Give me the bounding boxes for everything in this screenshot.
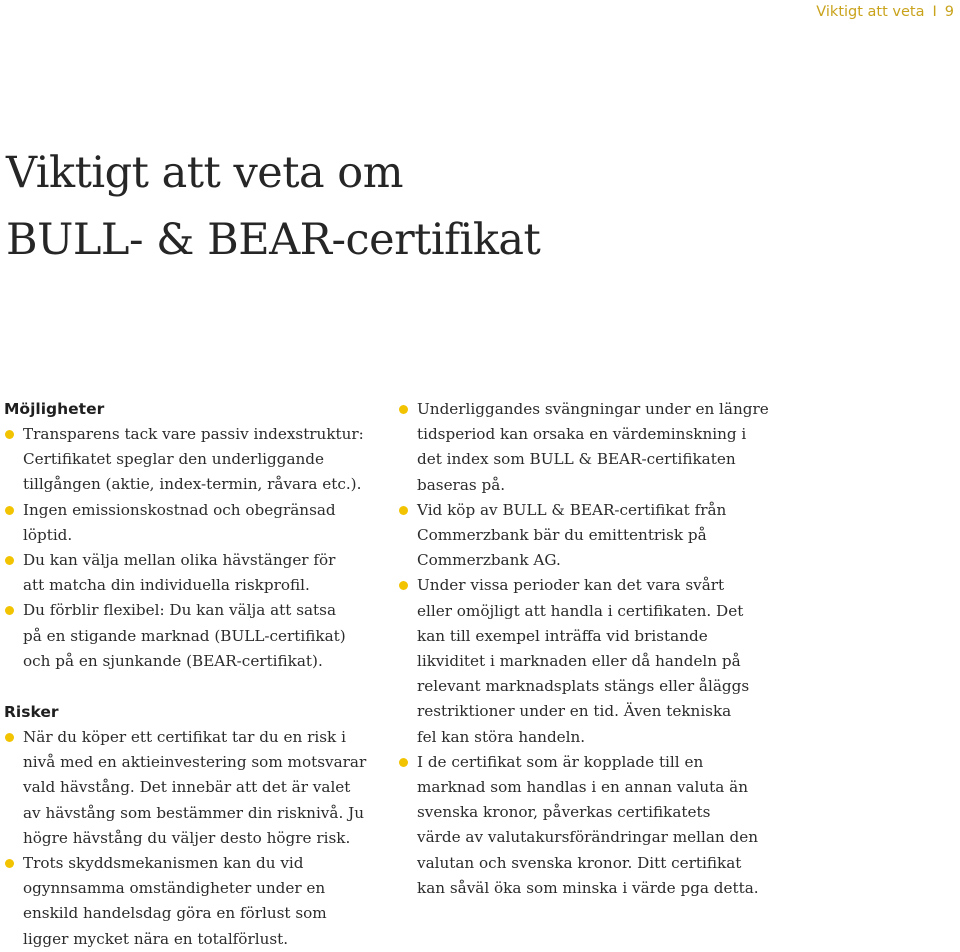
list-item: [4, 725, 384, 851]
risks-continued-list: [398, 397, 778, 901]
opportunities-heading: Möjligheter: [4, 400, 105, 418]
list-item-text-line: relevant marknadsplats stängs eller åläggs: [417, 677, 750, 696]
list-item-text-line: Transparens tack vare passiv indexstruktur:: [23, 425, 364, 443]
list-item: [4, 548, 384, 598]
bullet-dot-icon: [399, 506, 408, 515]
list-item-text-line: Commerzbank AG.: [417, 551, 561, 570]
list-item-text-line: Under vissa perioder kan det vara svårt: [417, 576, 725, 595]
list-item-text-line: Underliggandes svängningar under en längre: [417, 400, 769, 418]
page-title-line-1: Viktigt att veta om: [6, 148, 403, 198]
list-item-text-line: Certifikatet speglar den underliggande: [23, 450, 325, 469]
running-header: [816, 4, 954, 20]
list-item-text-line: När du köper ett certifikat tar du en risk i: [23, 728, 346, 747]
bullet-dot-icon: [5, 859, 14, 868]
list-item-text-line: enskild handelsdag göra en förlust som: [23, 904, 327, 923]
list-item: [4, 498, 384, 548]
bullet-dot-icon: [399, 405, 408, 414]
list-item: [4, 422, 384, 498]
left-column: [4, 397, 384, 952]
risks-heading: Risker: [4, 703, 59, 722]
list-item-text-line: Trots skyddsmekanismen kan du vid: [23, 854, 304, 873]
list-item-text-line: Du förblir flexibel: Du kan välja att satsa: [23, 601, 337, 620]
list-item-text-line: ligger mycket nära en totalförlust.: [23, 929, 289, 948]
list-item-text-line: svenska kronor, påverkas certifikatets: [417, 803, 711, 822]
risks-list: [4, 725, 384, 952]
bullet-dot-icon: [5, 430, 14, 439]
list-item: [398, 498, 778, 574]
list-item-text-line: Commerzbank bär du emittentrisk på: [417, 526, 707, 545]
list-item-text-line: tidsperiod kan orsaka en värdeminskning i: [417, 425, 747, 444]
opportunities-list: [4, 422, 384, 674]
list-item-text-line: restriktioner under en tid. Även tekniska: [417, 702, 732, 721]
list-item-text-line: på en stigande marknad (BULL-certifikat): [23, 626, 346, 645]
list-item-text-line: Du kan välja mellan olika hävstänger för: [23, 551, 336, 570]
page-number: 9: [944, 4, 954, 20]
right-column: [398, 397, 778, 901]
header-section-title: Viktigt att veta: [816, 4, 925, 20]
bullet-dot-icon: [5, 506, 14, 515]
list-item-text-line: valutan och svenska kronor. Ditt certifikat: [417, 853, 742, 872]
list-item-text-line: fel kan störa handeln.: [417, 727, 586, 746]
list-item-text-line: ogynnsamma omständigheter under en: [23, 879, 326, 898]
list-item-text-line: likviditet i marknaden eller då handeln på: [417, 652, 741, 671]
list-item-text-line: baseras på.: [417, 475, 506, 494]
list-item: [4, 598, 384, 674]
list-item-text-line: att matcha din individuella riskprofil.: [23, 576, 310, 595]
list-item-text-line: värde av valutakursförändringar mellan den: [417, 828, 758, 847]
list-item-text-line: kan såväl öka som minska i värde pga detta.: [417, 878, 759, 897]
list-item-text-line: av hävstång som bestämmer din risknivå. Ju: [23, 803, 364, 822]
list-item: [398, 573, 778, 749]
bullet-dot-icon: [5, 556, 14, 565]
bullet-dot-icon: [399, 581, 408, 590]
bullet-dot-icon: [5, 606, 14, 615]
list-item: [398, 397, 778, 498]
list-item: [398, 750, 778, 901]
list-item-text-line: Vid köp av BULL & BEAR-certifikat från: [417, 500, 727, 519]
list-item-text-line: Ingen emissionskostnad och obegränsad: [23, 500, 336, 519]
list-item-text-line: löptid.: [23, 525, 73, 544]
list-item: [4, 851, 384, 952]
bullet-dot-icon: [399, 758, 408, 767]
list-item-text-line: tillgången (aktie, index-termin, råvara etc.).: [23, 475, 362, 494]
page-title-line-2: BULL- & BEAR-certifikat: [6, 215, 541, 265]
list-item-text-line: eller omöjligt att handla i certifikaten. Det: [417, 601, 744, 620]
list-item-text-line: kan till exempel inträffa vid bristande: [417, 626, 708, 645]
list-item-text-line: I de certifikat som är kopplade till en: [417, 752, 704, 771]
bullet-dot-icon: [5, 733, 14, 742]
page-title: [6, 140, 540, 274]
section-spacer: [4, 674, 384, 700]
list-item-text-line: marknad som handlas i en annan valuta än: [417, 778, 749, 797]
list-item-text-line: nivå med en aktieinvestering som motsvarar: [23, 753, 367, 772]
list-item-text-line: det index som BULL & BEAR-certifikaten: [417, 450, 736, 469]
list-item-text-line: vald hävstång. Det innebär att det är valet: [23, 778, 351, 797]
list-item-text-line: högre hävstång du väljer desto högre risk.: [23, 828, 351, 847]
header-separator: I: [932, 4, 937, 20]
list-item-text-line: och på en sjunkande (BEAR-certifikat).: [23, 651, 323, 670]
